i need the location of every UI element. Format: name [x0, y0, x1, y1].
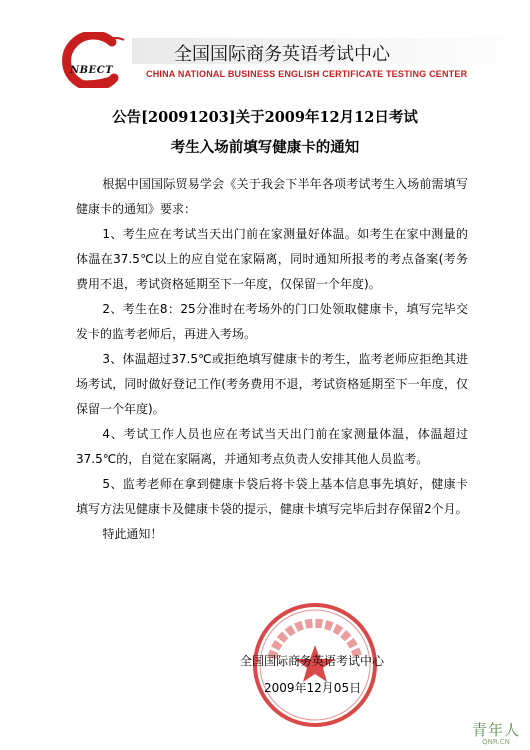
watermark-english: QNR.CN [482, 738, 510, 746]
notice-title-line2: 考生入场前填写健康卡的通知 [170, 139, 360, 156]
notice-body [76, 172, 468, 547]
letterhead [50, 32, 498, 88]
paragraph-intro: 根据中国国际贸易学会《关于我会下半年各项考试考生入场前需填写健康卡的通知》要求： [76, 177, 468, 216]
paragraph-closing: 特此通知！ [102, 527, 163, 541]
paragraph-item-2: 2、考生在8：25分准时在考场外的门口处领取健康卡，填写完毕交发卡的监考老师后，再进入考场。 [76, 302, 468, 341]
nbect-logo-icon [50, 32, 140, 88]
org-name-english: CHINA NATIONAL BUSINESS ENGLISH CERTIFICATE TESTING CENTER [146, 69, 468, 79]
paragraph-item-1: 1、考生应在考试当天出门前在家测量好体温。如考生在家中测量的体温在37.5℃以上的应自觉在家隔离，同时通知所报考的考点备案(考务费用不退，考试资格延期至下一年度，仅保留一个年度)。 [76, 227, 468, 291]
paragraph-item-5: 5、监考老师在拿到健康卡袋后将卡袋上基本信息事先填好，健康卡填写方法见健康卡及健康卡袋的提示，健康卡填写完毕后封存保留2个月。 [76, 477, 468, 516]
notice-title-line1: 公告[20091203]关于2009年12月12日考试 [112, 109, 418, 126]
site-watermark [472, 719, 520, 746]
org-name-chinese: 全国国际商务英语考试中心 [174, 44, 390, 65]
paragraph-item-3: 3、体温超过37.5℃或拒绝填写健康卡的考生，监考老师应拒绝其进场考试，同时做好登记工作(考务费用不退，考试资格延期至下一年度，仅保留一个年度)。 [76, 352, 468, 416]
signature-org: 全国国际商务英语考试中心 [240, 654, 385, 668]
logo-text: NBECT [70, 65, 114, 76]
signature-date: 2009年12月05日 [264, 681, 362, 695]
paragraph-item-4: 4、考试工作人员也应在考试当天出门前在家测量体温，体温超过37.5℃的，自觉在家隔离，并通知考点负责人安排其他人员监考。 [76, 427, 468, 466]
watermark-chinese: 青年人 [471, 721, 520, 739]
